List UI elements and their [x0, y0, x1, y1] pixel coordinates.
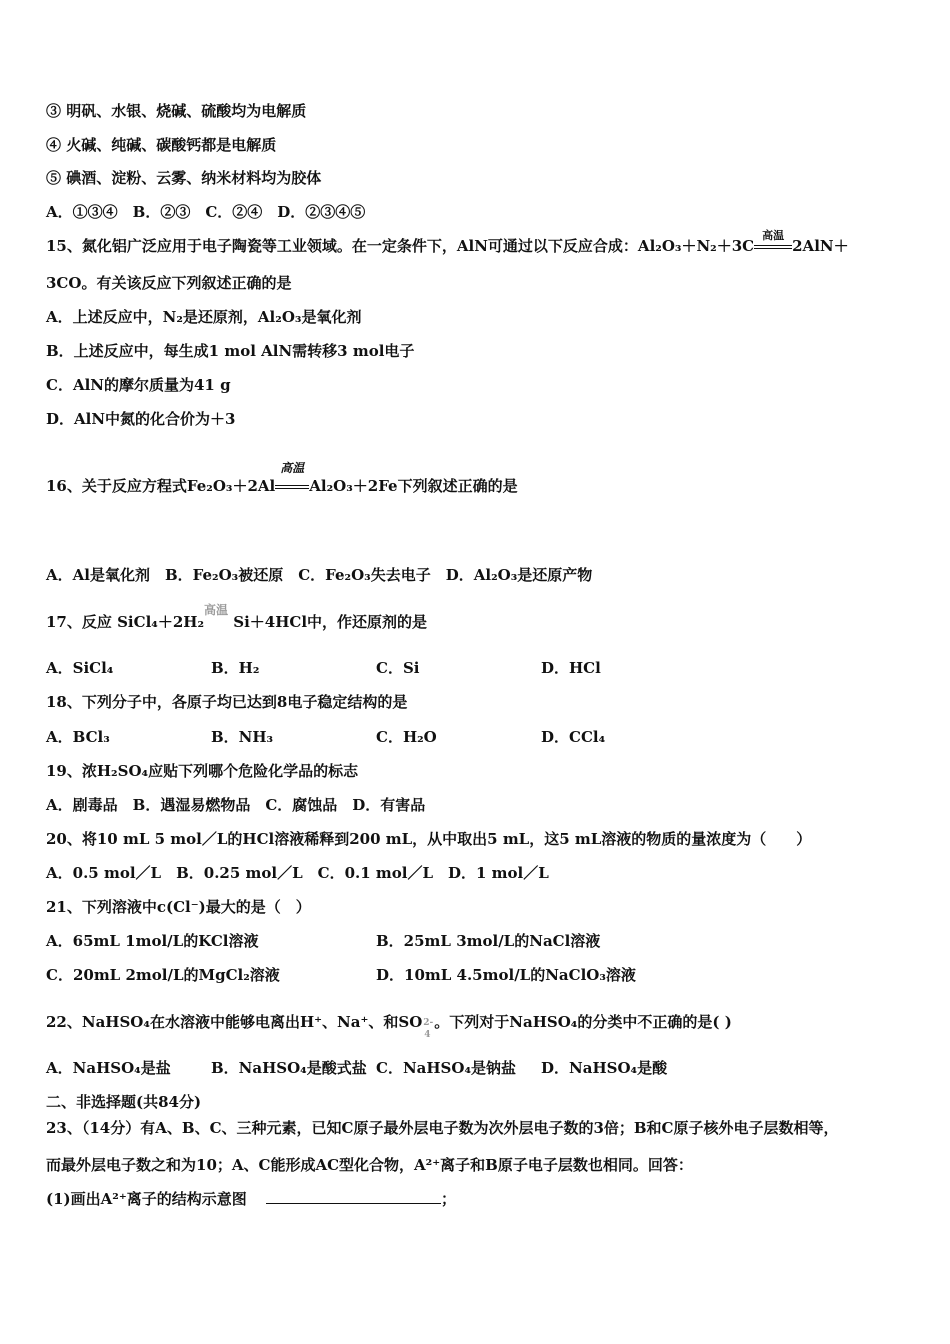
q17-stem-a: 17、反应 SiCl₄＋2H₂ [46, 613, 205, 631]
q18-option-b: B．NH₃ [211, 728, 274, 746]
q23-part-1 [46, 1189, 456, 1209]
q21-stem: 21、下列溶液中c(Cl⁻)最大的是（ ） [46, 898, 311, 916]
q22-option-b: B．NaHSO₄是酸式盐 [211, 1059, 367, 1077]
q18-option-c: C．H₂O [376, 728, 437, 746]
q17-stem [46, 603, 428, 632]
q16-stem-a: 16、关于反应方程式Fe₂O₃＋2Al [46, 477, 276, 495]
q16-condition [275, 461, 309, 496]
q22-sub: 4 [424, 1030, 431, 1040]
q17-condition [204, 603, 229, 632]
line-3: ③ 明矾、水银、烧碱、硫酸均为电解质 [46, 102, 307, 120]
q18-option-d: D．CCl₄ [541, 728, 606, 746]
q18-stem: 18、下列分子中，各原子均已达到8电子稳定结构的是 [46, 693, 408, 711]
q21-option-c: C．20mL 2mol/L的MgCl₂溶液 [46, 966, 280, 984]
q23-line-2: 而最外层电子数之和为10；A、C能形成AC型化合物，A²⁺离子和B原子电子层数也相同。回答： [46, 1156, 693, 1174]
q21-option-b: B．25mL 3mol/L的NaCl溶液 [376, 932, 601, 950]
q20-stem: 20、将10 mL 5 mol／L的HCl溶液稀释到200 mL，从中取出5 mL，这5 mL溶液的物质的量浓度为（ ） [46, 830, 812, 848]
q15-stem-b: 2AlN＋ [792, 237, 849, 255]
q22-option-d: D．NaHSO₄是酸 [541, 1059, 668, 1077]
q17-option-b: B．H₂ [211, 659, 260, 677]
q22-option-a: A．NaHSO₄是盐 [46, 1059, 171, 1077]
q18-option-a: A．BCl₃ [46, 728, 110, 746]
q15-condition [754, 229, 792, 256]
q15-stem-cont: 3CO。有关该反应下列叙述正确的是 [46, 274, 292, 292]
q23-part-1-end: ； [441, 1190, 457, 1208]
line-4: ④ 火碱、纯碱、碳酸钙都是电解质 [46, 136, 277, 154]
q17-option-d: D．HCl [541, 659, 601, 677]
q17-cond-text: 高温 [204, 603, 229, 617]
q15-option-a: A．上述反应中，N₂是还原剂，Al₂O₃是氧化剂 [46, 308, 362, 326]
q22-stem [46, 1012, 732, 1040]
q15-cond-text: 高温 [762, 229, 785, 242]
q23-line-1: 23、（14分）有A、B、C、三种元素，已知C原子最外层电子数为次外层电子数的3倍；B和C原子核外电子层数相等， [46, 1119, 839, 1137]
q15-option-c: C．AlN的摩尔质量为41 g [46, 376, 231, 394]
q15-option-d: D．AlN中氮的化合价为＋3 [46, 410, 236, 428]
q20-options: A．0.5 mol／L B．0.25 mol／L C．0.1 mol／L D．1 mol／L [46, 864, 549, 882]
q16-stem-b: Al₂O₃＋2Fe下列叙述正确的是 [309, 477, 518, 495]
q16-stem [46, 461, 518, 496]
q23-part-1-text: (1)画出A²⁺离子的结构示意图 [46, 1190, 247, 1208]
q22-sup: 2- [423, 1018, 434, 1028]
q21-option-d: D．10mL 4.5mol/L的NaClO₃溶液 [376, 966, 636, 984]
section-heading: 二、非选择题(共84分) [46, 1093, 202, 1111]
q17-stem-b: Si＋4HCl中，作还原剂的是 [228, 613, 428, 631]
q21-option-a: A．65mL 1mol/L的KCl溶液 [46, 932, 259, 950]
q15-option-b: B．上述反应中，每生成1 mol AlN需转移3 mol电子 [46, 342, 415, 360]
q22-option-c: C．NaHSO₄是钠盐 [376, 1059, 517, 1077]
q22-stem-b: 。下列对于NaHSO₄的分类中不正确的是( ) [434, 1013, 732, 1031]
q22-stem-a: 22、NaHSO₄在水溶液中能够电离出H⁺、Na⁺、和SO [46, 1013, 423, 1031]
line-5: ⑤ 碘酒、淀粉、云雾、纳米材料均为胶体 [46, 169, 322, 187]
q15-stem-a: 15、氮化铝广泛应用于电子陶瓷等工业领域。在一定条件下，AlN可通过以下反应合成：Al₂O₃＋N₂＋3C [46, 237, 755, 255]
q15-stem [46, 229, 849, 256]
q16-cond-text: 高温 [280, 461, 305, 475]
q17-option-a: A．SiCl₄ [46, 659, 114, 677]
q14-options: A．①③④ B．②③ C．②④ D．②③④⑤ [46, 203, 366, 221]
q17-option-c: C．Si [376, 659, 420, 677]
q19-options: A．剧毒品 B．遇湿易燃物品 C．腐蚀品 D．有害品 [46, 796, 426, 814]
answer-blank[interactable] [266, 1189, 441, 1204]
q16-options: A．Al是氧化剂 B．Fe₂O₃被还原 C．Fe₂O₃失去电子 D．Al₂O₃是还原产物 [46, 566, 593, 584]
q19-stem: 19、浓H₂SO₄应贴下列哪个危险化学品的标志 [46, 762, 359, 780]
